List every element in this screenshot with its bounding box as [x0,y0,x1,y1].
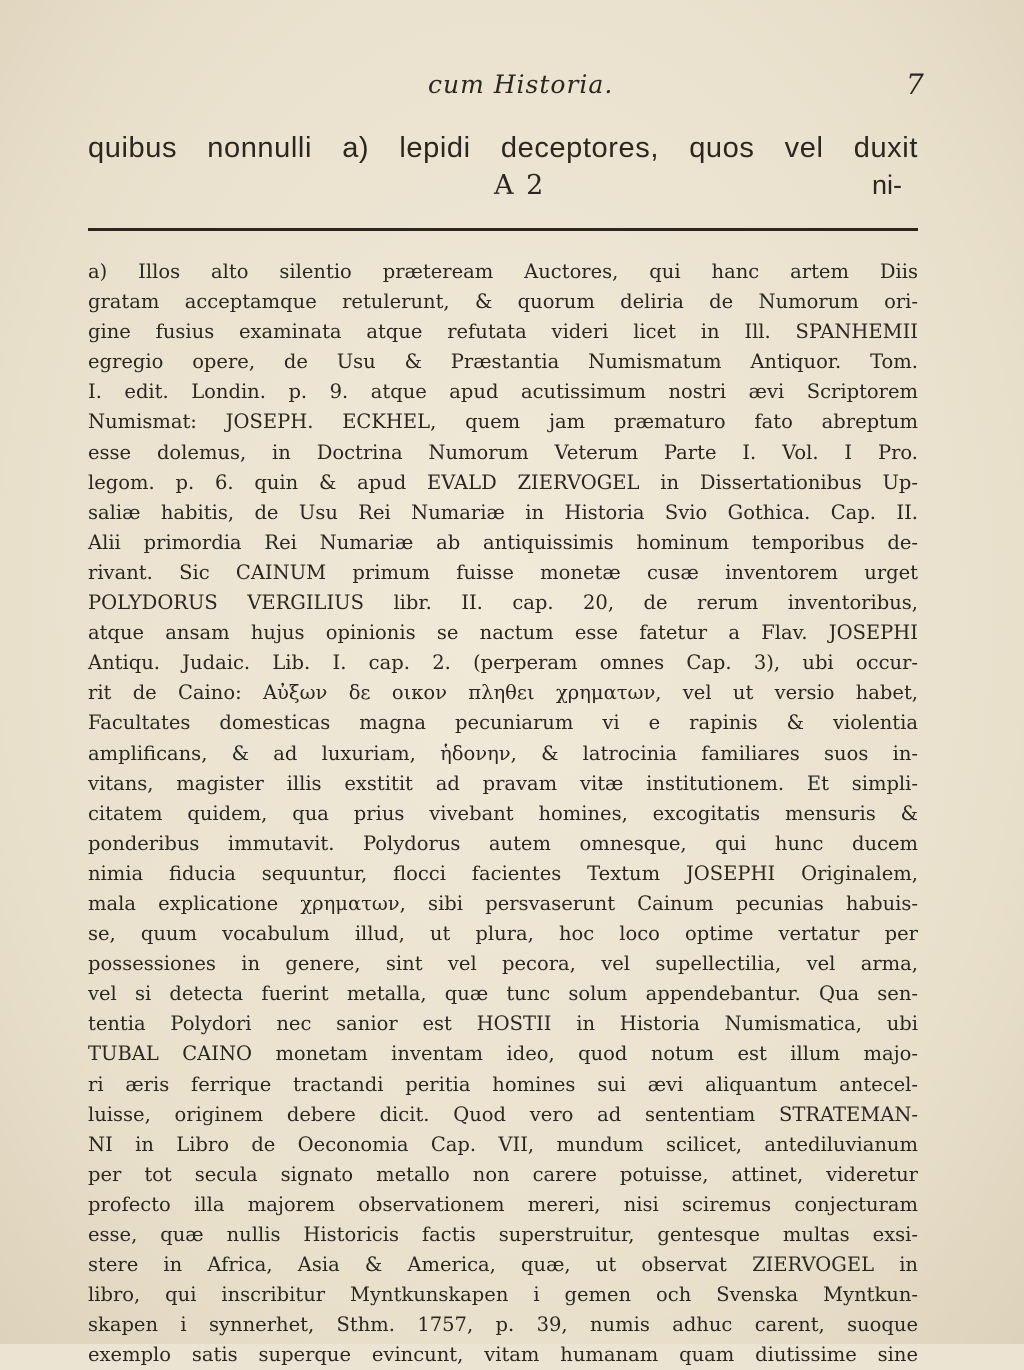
footnote-line: Numismat: JOSEPH. ECKHEL, quem jam præmaturo fato abreptum [88,410,918,434]
footnote-line: possessiones in genere, sint vel pecora, vel supellectilia, vel arma, [88,952,918,976]
footnote [88,257,918,1370]
footnote-line: egregio opere, de Usu & Præstantia Numismatum Antiquor. Tom. [88,350,918,374]
footnote-line: per tot secula signato metallo non carere potuisse, attinet, videretur [88,1162,918,1186]
footnote-line: NI in Libro de Oeconomia Cap. VII, mundum scilicet, antediluvianum [88,1132,918,1156]
catchword: ni- [872,170,903,200]
footnote-line: exemplo satis superque evincunt, vitam humanam quam diutissime sine [88,1343,918,1367]
footnote-line: vitans, magister illis exstitit ad pravam vitæ institutionem. Et simpli- [88,771,918,795]
running-title: cum Historia. [428,70,614,99]
page-header [0,66,1024,106]
footnote-line: Antiqu. Judaic. Lib. I. cap. 2. (perperam omnes Cap. 3), ubi occur- [88,651,918,675]
footnote-line: se, quum vocabulum illud, ut plura, hoc loco optime vertatur per [88,922,918,946]
footnote-line: profecto illa majorem observationem mereri, nisi sciremus conjecturam [88,1192,918,1216]
footnote-line: atque ansam hujus opinionis se nactum esse fatetur a Flav. JOSEPHI [88,621,918,645]
page-number: 7 [906,68,924,101]
footnote-line: gine fusius examinata atque refutata videri licet in Ill. SPANHEMII [88,320,918,344]
footnote-line: Alii primordia Rei Numariæ ab antiquissimis hominum temporibus de- [88,530,918,554]
footnote-line: a) Illos alto silentio præteream Auctores, qui hanc artem Diis [88,260,918,283]
footnote-line: rivant. Sic CAINUM primum fuisse monetæ cusæ inventorem urget [88,560,918,584]
footnote-line: gratam acceptamque retulerunt, & quorum deliria de Numorum ori- [88,290,918,314]
signature-mark: A 2 [494,170,546,201]
footnote-line: skapen i synnerhet, Sthm. 1757, p. 39, numis adhuc carent, suoque [88,1313,918,1337]
signature-row [0,170,1024,206]
footnote-line: esse, quæ nullis Historicis factis superstruitur, gentesque multas exsi- [88,1223,918,1246]
footnote-line: legom. p. 6. quin & apud EVALD ZIERVOGEL in Dissertationibus Up- [88,470,918,494]
footnote-line: ri æris ferrique tractandi peritia homines sui ævi aliquantum antecel- [88,1072,918,1096]
footnote-line: tentia Polydori nec sanior est HOSTII in Historia Numismatica, ubi [88,1012,918,1036]
footnote-line: mala explicatione χρηματων, sibi persvaserunt Cainum pecunias habuis- [88,891,918,915]
footnote-line: citatem quidem, qua prius vivebant homines, excogitatis mensuris & [88,801,918,825]
footnote-line: stere in Africa, Asia & America, quæ, ut observat ZIERVOGEL in [88,1253,918,1277]
footnote-line: rit de Caino: Αὐξων δε οικον πληθει χρηματων, vel ut versio habet, [88,681,918,705]
footnote-line: nimia fiducia sequuntur, flocci facientes Textum JOSEPHI Originalem, [88,861,918,885]
footnote-line: TUBAL CAINO monetam inventam ideo, quod notum est illum majo- [88,1042,918,1066]
footnote-rule [88,228,918,231]
footnote-line: saliæ habitis, de Usu Rei Numariæ in Historia Svio Gothica. Cap. II. [88,500,918,524]
footnote-line: I. edit. Londin. p. 9. atque apud acutissimum nostri ævi Scriptorem [88,380,918,404]
footnote-line: ponderibus immutavit. Polydorus autem omnesque, qui hunc ducem [88,831,918,855]
footnote-line: amplificans, & ad luxuriam, ἡδονην, & latrocinia familiares suos in- [88,741,918,765]
footnote-line: vel si detecta fuerint metalla, quæ tunc solum appendebantur. Qua sen- [88,982,918,1006]
footnote-line: POLYDORUS VERGILIUS libr. II. cap. 20, de rerum inventoribus, [88,591,918,615]
footnote-line: libro, qui inscribitur Myntkunskapen i gemen och Svenska Myntkun- [88,1283,918,1307]
footnote-line: Facultates domesticas magna pecuniarum vi e rapinis & violentia [88,711,918,735]
footnote-line: luisse, originem debere dicit. Quod vero ad sententiam STRATEMAN- [88,1102,918,1126]
main-text-line: quibus nonnulli a) lepidi deceptores, quos vel duxit [88,132,918,164]
footnote-line: esse dolemus, in Doctrina Numorum Veterum Parte I. Vol. I Pro. [88,440,918,464]
